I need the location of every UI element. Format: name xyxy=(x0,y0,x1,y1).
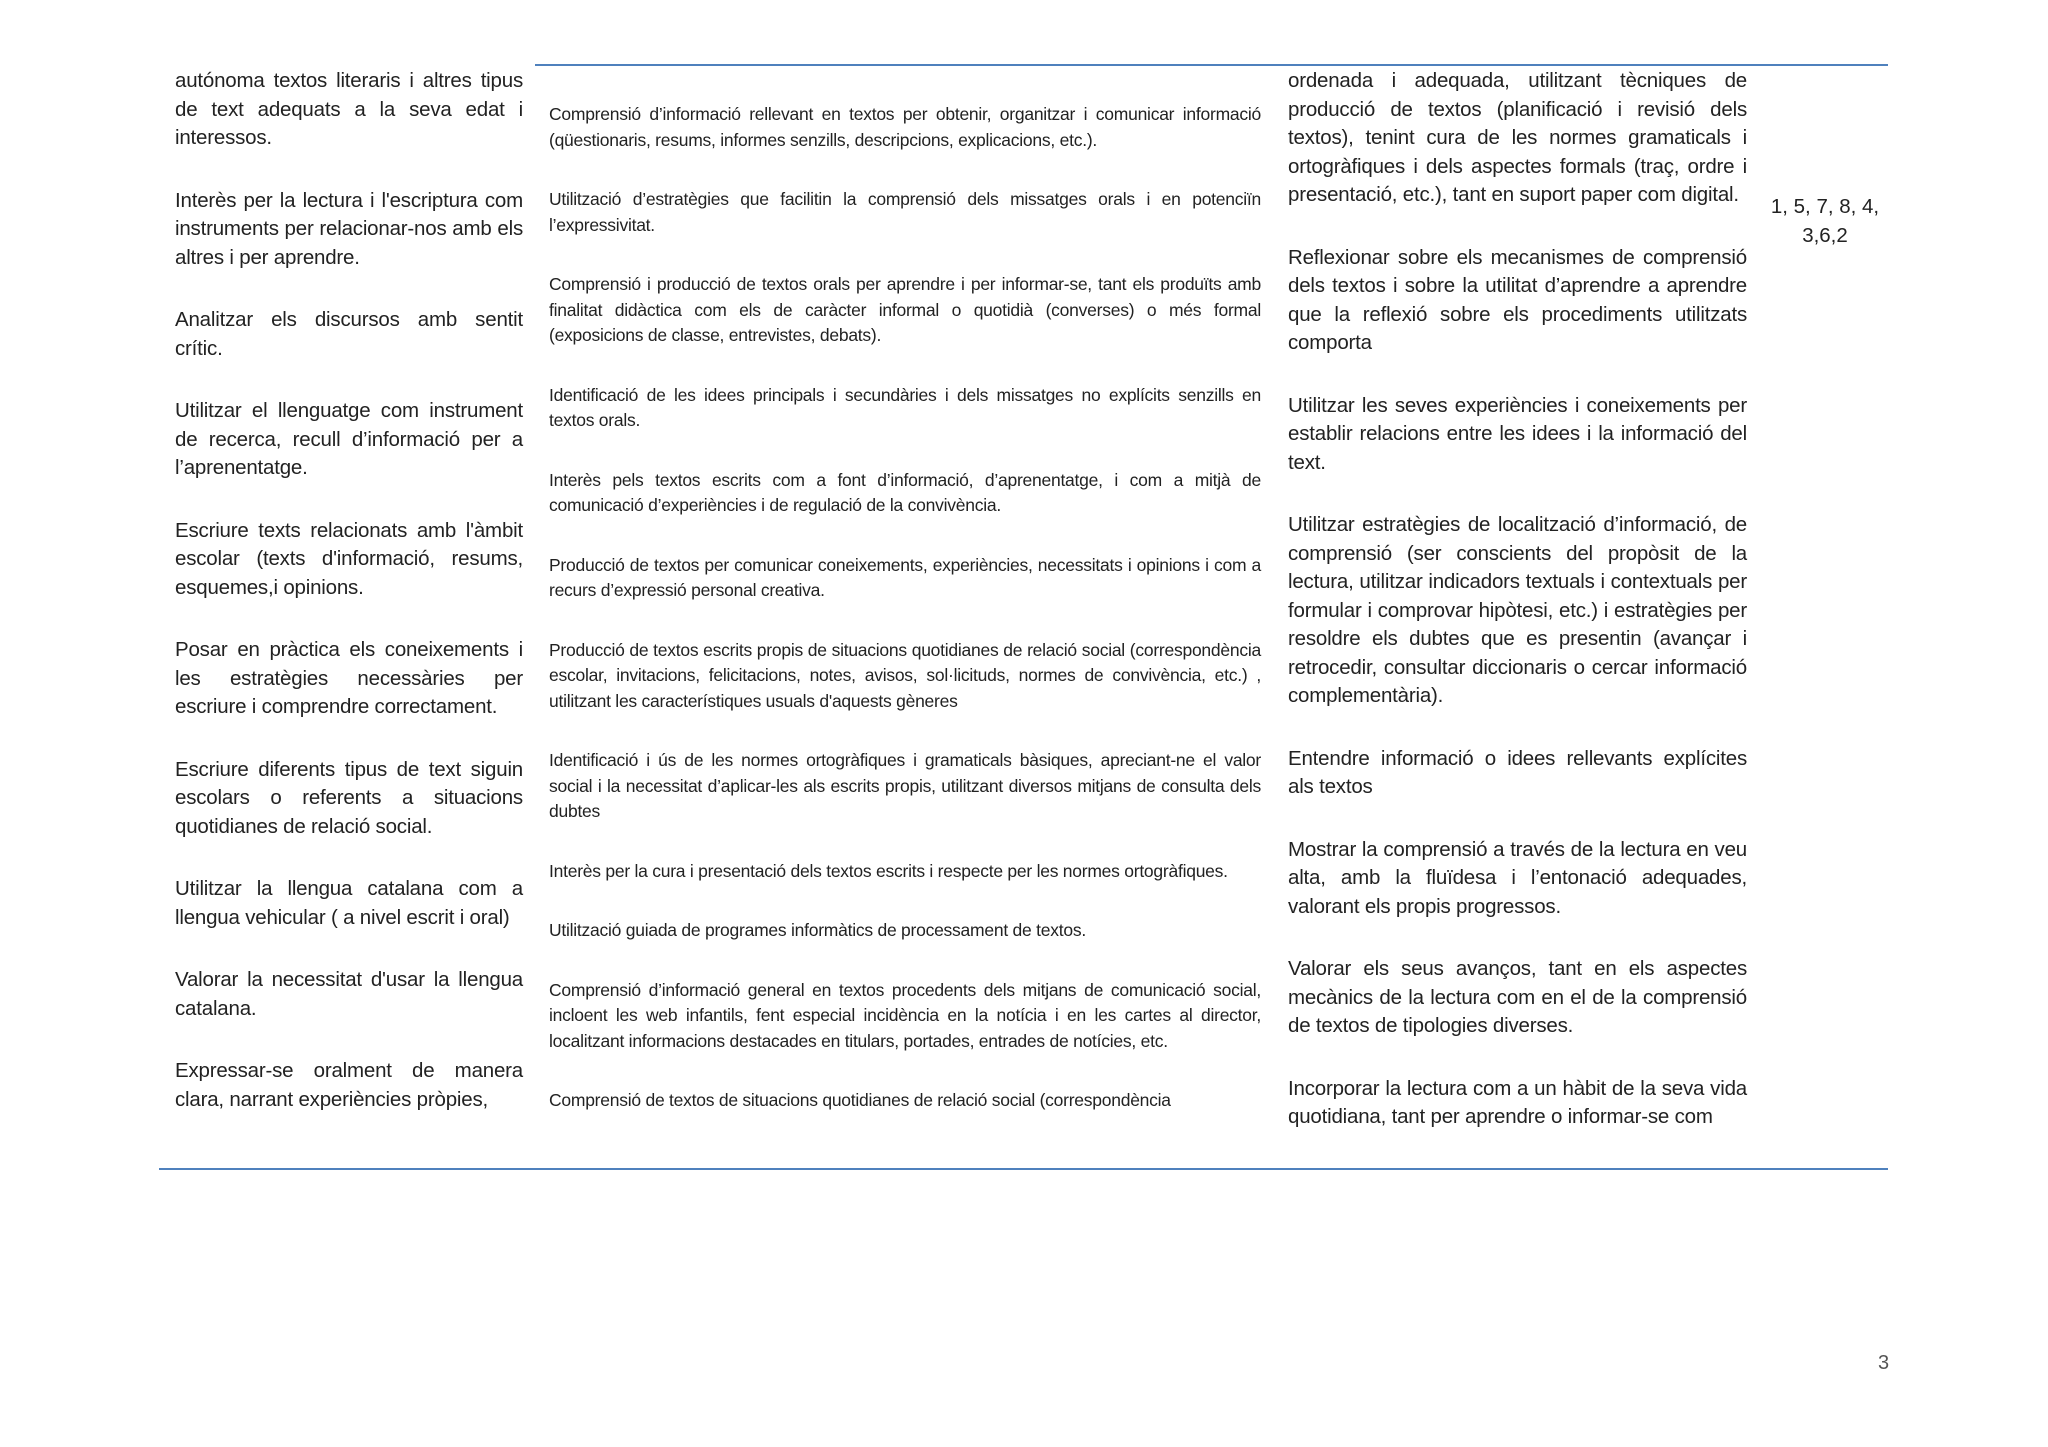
content-item: Interès pels textos escrits com a font d’informació, d’aprenentatge, i com a mitjà de comunicació d’experiències i de regulació de la convivència. xyxy=(549,469,1261,515)
objective-item: Interès per la lectura i l'escriptura com instruments per relacionar-nos amb els altres i per aprendre. xyxy=(175,188,523,269)
objective-item: Analitzar els discursos amb sentit crític. xyxy=(175,308,523,360)
content-item: Utilització guiada de programes informàtics de processament de textos. xyxy=(549,920,1086,940)
content-item: Producció de textos per comunicar coneixements, experiències, necessitats i opinions i com a recurs d’expressió personal creativa. xyxy=(549,554,1261,600)
criterion-item: Reflexionar sobre els mecanismes de comprensió dels textos i sobre la utilitat d’aprendre a aprendre que la reflexió sobre els procediments utilitzats comporta xyxy=(1288,245,1747,354)
content-item: Comprensió de textos de situacions quotidianes de relació social (correspondència xyxy=(549,1090,1171,1110)
content-item: Interès per la cura i presentació dels textos escrits i respecte per les normes ortogràfiques. xyxy=(549,860,1228,881)
criterion-item: Valorar els seus avanços, tant en els aspectes mecànics de la lectura com en el de la comprensió de textos de tipologies diverses. xyxy=(1288,957,1747,1037)
content-item: Producció de textos escrits propis de situacions quotidianes de relació social (correspondència escolar, invitacions, felicitacions, notes, avisos, sol·licituds, normes de convivència, etc.) , utilitzant les característiques usuals d'aquests gèneres xyxy=(549,639,1261,711)
content-item: Identificació i ús de les normes ortogràfiques i gramaticals bàsiques, apreciant-ne el valor social i la necessitat d’aplicar-les als escrits propis, utilitzant diversos mitjans de consulta dels dubtes xyxy=(549,750,1261,821)
objective-item: Expressar-se oralment de manera clara, narrant experiències pròpies, xyxy=(175,1059,523,1111)
objective-item: Escriure texts relacionats amb l'àmbit escolar (texts d'informació, resums, esquemes,i opinions. xyxy=(175,518,523,599)
content-item: Comprensió d’informació rellevant en textos per obtenir, organitzar i comunicar informació (qüestionaris, resums, informes senzills, descripcions, explicacions, etc.). xyxy=(549,104,1261,150)
content-item: Comprensió i producció de textos orals per aprendre i per informar-se, tant els produïts amb finalitat didàctica com els de caràcter informal o quotidià (converses) o més formal (exposicions de classe, entrevistes, debats). xyxy=(549,274,1261,345)
content-item: Comprensió d’informació general en textos procedents dels mitjans de comunicació social, incloent les web infantils, fent especial incidència en la notícia i en les cartes al director, localitzant informacions destacades en titulars, portades, entrades de notícies, etc. xyxy=(549,979,1261,1051)
page-number: 3 xyxy=(1878,1352,1890,1374)
criterion-item: ordenada i adequada, utilitzant tècniques de producció de textos (planificació i revisió dels textos), tenint cura de les normes gramaticals i ortogràfiques i dels aspectes formals (traç, ordre i presentació, etc.), tant en suport paper com digital. xyxy=(1288,69,1747,206)
criterion-item: Incorporar la lectura com a un hàbit de la seva vida quotidiana, tant per aprendre o informar-se com xyxy=(1288,1076,1747,1128)
criterion-item: Mostrar la comprensió a través de la lectura en veu alta, amb la fluïdesa i l’entonació adequades, valorant els propis progressos. xyxy=(1288,837,1747,918)
objective-item: autónoma textos literaris i altres tipus de text adequats a la seva edat i interessos. xyxy=(175,69,523,149)
objective-item: Escriure diferents tipus de text siguin escolars o referents a situacions quotidianes de relació social. xyxy=(175,757,523,838)
competences-cell: 1, 5, 7, 8, 4, 3,6,2 xyxy=(1770,195,1880,247)
objectives-column xyxy=(175,67,523,1148)
objective-item: Utilitzar el llenguatge com instrument de recerca, recull d’informació per a l’aprenentatge. xyxy=(175,399,523,479)
criterion-item: Utilitzar les seves experiències i coneixements per establir relacions entre les idees i la informació del text. xyxy=(1288,393,1747,474)
criterion-item: Entendre informació o idees rellevants explícites als textos xyxy=(1288,746,1747,798)
table-bottom-rule xyxy=(159,1168,1888,1170)
objective-item: Utilitzar la llengua catalana com a llengua vehicular ( a nivel escrit i oral) xyxy=(175,877,523,929)
content-item: Identificació de les idees principals i secundàries i dels missatges no explícits senzills en textos orals. xyxy=(549,384,1261,430)
criterion-item: Utilitzar estratègies de localització d’informació, de comprensió (ser conscients del propòsit de la lectura, utilitzar indicadors textuals i contextuals per formular i comprovar hipòtesi, etc.) i estratègies per resoldre els dubtes que es presentin (avançar i retrocedir, consultar diccionaris o cercar informació complementària). xyxy=(1288,513,1747,707)
table-top-rule xyxy=(535,64,1888,66)
objective-item: Posar en pràctica els coneixements i les estratègies necessàries per escriure i comprendre correctament. xyxy=(175,638,523,718)
criteria-column xyxy=(1288,67,1747,1166)
objective-item: Valorar la necessitat d'usar la llengua catalana. xyxy=(175,968,523,1020)
content-item: Utilització d’estratègies que facilitin la comprensió dels missatges orals i en potenciïn l’expressivitat. xyxy=(549,189,1261,235)
contents-column xyxy=(549,102,1261,1148)
